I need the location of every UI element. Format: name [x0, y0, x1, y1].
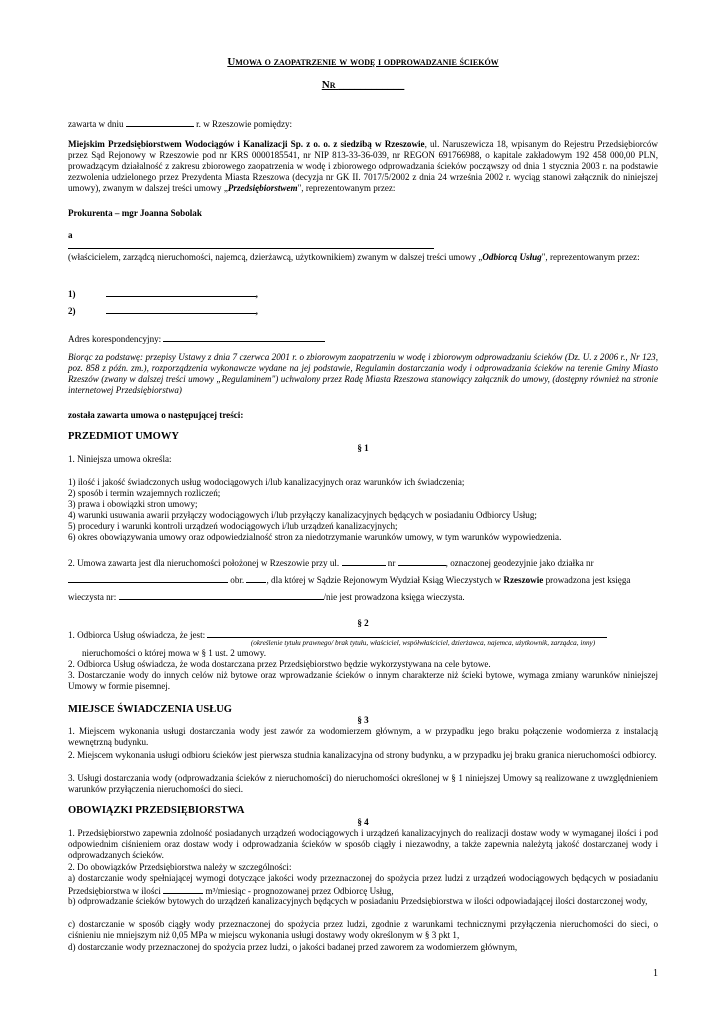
rep-2-blank[interactable]: [106, 304, 256, 314]
address-line: Adres korespondencyjny:: [68, 332, 658, 345]
water-volume-blank[interactable]: [163, 884, 203, 894]
concluded-line: została zawarta umowa o następującej treści:: [68, 410, 244, 420]
number-blank[interactable]: [398, 556, 446, 566]
paragraph-3-mark: § 3: [357, 715, 369, 725]
s2-p1b: nieruchomości o której mowa w § 1 ust. 2 umowy.: [82, 648, 267, 658]
legal-basis: Biorąc za podstawę: przepisy Ustawy z dnia 7 czerwca 2001 r. o zbiorowym zaopatrzeniu w wodę i zbiorowym odprowadzaniu ścieków (Dz. U. z 2006 r., Nr 123, poz. 858 z późn. zm.), rozporządzenia wykonawcze wydane na jej podstawie, Regulamin dostarczania wody i odprowadzania ścieków na terenie Gminy Miasto Rzeszów (zwany w dalszej treści umowy „Regulaminem") uchwalony przez Radę Miasta Rzeszowa stanowiący załącznik do umowy, (dostępny również na stronie internetowej Przedsiębiorstwa): [68, 352, 658, 396]
s1-item-3: 3) prawa i obowiązki stron umowy;: [68, 499, 198, 509]
s4-c: c) dostarczanie w sposób ciągły wody przeznaczonej do spożycia przez ludzi, zgodnie z warunkami technicznymi przyłączenia nieruchomości do sieci, o ciśnieniu nie mniejszym niż 0,05 MPa w miejscu wykonania usługi dostawy wody określonym w § 3 pkt 1,: [68, 919, 658, 941]
prokurent: Prokurenta – mgr Joanna Sobolak: [68, 208, 202, 218]
party2-name-blank[interactable]: [68, 239, 434, 249]
s1-p1: 1. Niniejsza umowa określa:: [68, 454, 172, 464]
party2-line: [68, 239, 658, 252]
document-title: Umowa o zaopatrzenie w wodę i odprowadzanie ścieków: [227, 56, 499, 68]
s1-item-6: 6) okres obowiązywania umowy oraz odpowiedzialność stron za niedotrzymanie warunków umowy, w tym warunków wypowiedzenia.: [68, 532, 562, 542]
address-blank[interactable]: [163, 332, 325, 342]
s2-p3: 3. Dostarczanie wody do innych celów niż bytowe oraz wprowadzanie ścieków o innym charakterze niż ścieki bytowe, wymaga zmiany warunków niniejszej Umowy w formie pisemnej.: [68, 670, 658, 692]
plot-blank[interactable]: [68, 573, 228, 583]
s1-p2-line2: obr. , dla której w Sądzie Rejonowym Wydział Ksiąg Wieczystych w Rzeszowie prowadzona jest księga: [68, 573, 658, 586]
district-blank[interactable]: [246, 573, 266, 583]
intro-line: zawarta w dniu r. w Rzeszowie pomiędzy:: [68, 119, 293, 129]
party1-paragraph: Miejskim Przedsiębiorstwem Wodociągów i Kanalizacji Sp. z o. o. z siedzibą w Rzeszowie, ul. Naruszewicza 18, wpisanym do Rejestru Przedsiębiorców przez Sąd Rejonowy w Rzeszowie pod nr KRS 0000185541, nr NIP 813-33-36-039, nr REGON 691766988, o kapitale zakładowym 192 458 000,00 PLN, prowadzącym działalność z zakresu zbiorowego zaopatrzenia w wodę i zbiorowego odprowadzania ścieków począwszy od dnia 1 stycznia 2003 r. na podstawie zezwolenia udzielonego przez Prezydenta Miasta Rzeszowa (decyzja nr GK II. 7017/5/2002 z dnia 24 września 2002 r. wyciąg stanowi załącznik do niniejszej umowy), zwanym w dalszej treści umowy „Przedsiębiorstwem", reprezentowanym przez:: [68, 139, 658, 194]
s1-item-5: 5) procedury i warunki kontroli urządzeń wodociągowych i/lub urządzeń kanalizacyjnych;: [68, 521, 398, 531]
s3-p3: 3. Usługi dostarczania wody (odprowadzania ścieków z nieruchomości) do nieruchomości określonej w § 1 niniejszej Umowy są realizowane z uwzględnieniem warunków przyłączenia nieruchomości do sieci.: [68, 773, 658, 795]
page-number: 1: [653, 968, 658, 979]
s1-item-2: 2) sposób i termin wzajemnych rozliczeń;: [68, 488, 221, 498]
section-heading-przedmiot: PRZEDMIOT UMOWY: [68, 431, 179, 442]
s1-p2-line1: 2. Umowa zawarta jest dla nieruchomości położonej w Rzeszowie przy ul. nr , oznaczonej geodezyjnie jako działka nr: [68, 558, 594, 568]
s4-b: b) odprowadzanie ścieków bytowych do urządzeń kanalizacyjnych będących w posiadaniu Przedsiębiorstwa w ilości odpowiadającej ilości dostarczonej wody,: [68, 896, 648, 906]
paragraph-4-mark: § 4: [357, 817, 369, 827]
street-blank[interactable]: [342, 556, 386, 566]
s3-p1: 1. Miejscem wykonania usługi dostarczania wody jest zawór za wodomierzem głównym, a w przypadku jego braku połączenie wodomierza z instalacją wewnętrzną budynku.: [68, 726, 658, 748]
s3-p2: 2. Miejscem wykonania usługi odbioru ścieków jest pierwsza studnia kanalizacyjna od strony budynku, a w przypadku jej braku granica nieruchomości odbiorcy.: [68, 750, 657, 760]
date-blank[interactable]: [126, 117, 194, 127]
paragraph-1-mark: § 1: [357, 443, 369, 453]
land-register-blank[interactable]: [119, 590, 324, 600]
rep-1: 1) ,: [68, 289, 258, 299]
s4-d: d) dostarczanie wody przeznaczonej do spożycia przez ludzi, o jakości badanej przed zaworem za wodomierzem głównym,: [68, 942, 518, 952]
s2-note: (określenie tytułu prawnego/ brak tytułu, właściciel, współwłaściciel, dzierżawca, najemca, użytkownik, zarządca, inny): [250, 639, 596, 647]
s2-p2: 2. Odbiorca Usług oświadcza, że woda dostarczana przez Przedsiębiorstwo będzie wykorzystywana na cele bytowe.: [68, 659, 491, 669]
s1-p2-line3: wieczysta nr: /nie jest prowadzona księga wieczysta.: [68, 592, 465, 602]
s4-p1: 1. Przedsiębiorstwo zapewnia zdolność posiadanych urządzeń wodociągowych i urządzeń kanalizacyjnych do realizacji dostaw wody w wymaganej ilości i pod odpowiednim ciśnieniem oraz dostaw wody i odprowadzania ścieków w sposób ciągły i niezawodny, a także zapewnia należytą jakość dostarczanej wody i odprowadzanych ścieków.: [68, 828, 658, 861]
s1-item-4: 4) warunki usuwania awarii przyłączy wodociągowych i/lub przyłączy kanalizacyjnych będących w posiadaniu Odbiorcy Usług;: [68, 510, 537, 520]
party2-paragraph: (właścicielem, zarządcą nieruchomości, najemcą, dzierżawcą, użytkownikiem) zwanym w dalszej treści umowy „Odbiorcą Usług", reprezentowanym przez:: [68, 252, 640, 262]
section-heading-obowiazki: OBOWIĄZKI PRZEDSIĘBIORSTWA: [68, 805, 245, 816]
rep-2: 2) ,: [68, 306, 258, 316]
section-heading-miejsce: MIEJSCE ŚWIADCZENIA USŁUG: [68, 704, 232, 715]
paragraph-2-mark: § 2: [357, 618, 369, 628]
legal-title-blank[interactable]: [207, 628, 607, 638]
contract-number: Nr ____________: [321, 79, 405, 91]
conjunction-a: a: [68, 230, 73, 240]
s4-a: a) dostarczanie wody spełniającej wymogi dotyczące jakości wody przeznaczonej do spożycia przez ludzi z urządzeń wodociągowych będących w posiadaniu Przedsiębiorstwa w ilości m³/miesiąc - prognozowanej przez Odbiorcę Usług,: [68, 873, 658, 897]
s2-p1: 1. Odbiorca Usług oświadcza, że jest:: [68, 628, 658, 641]
s4-p2: 2. Do obowiązków Przedsiębiorstwa należy w szczególności:: [68, 862, 292, 872]
rep-1-blank[interactable]: [106, 287, 256, 297]
s1-item-1: 1) ilość i jakość świadczonych usług wodociągowych i/lub kanalizacyjnych oraz warunków ich świadczenia;: [68, 477, 465, 487]
